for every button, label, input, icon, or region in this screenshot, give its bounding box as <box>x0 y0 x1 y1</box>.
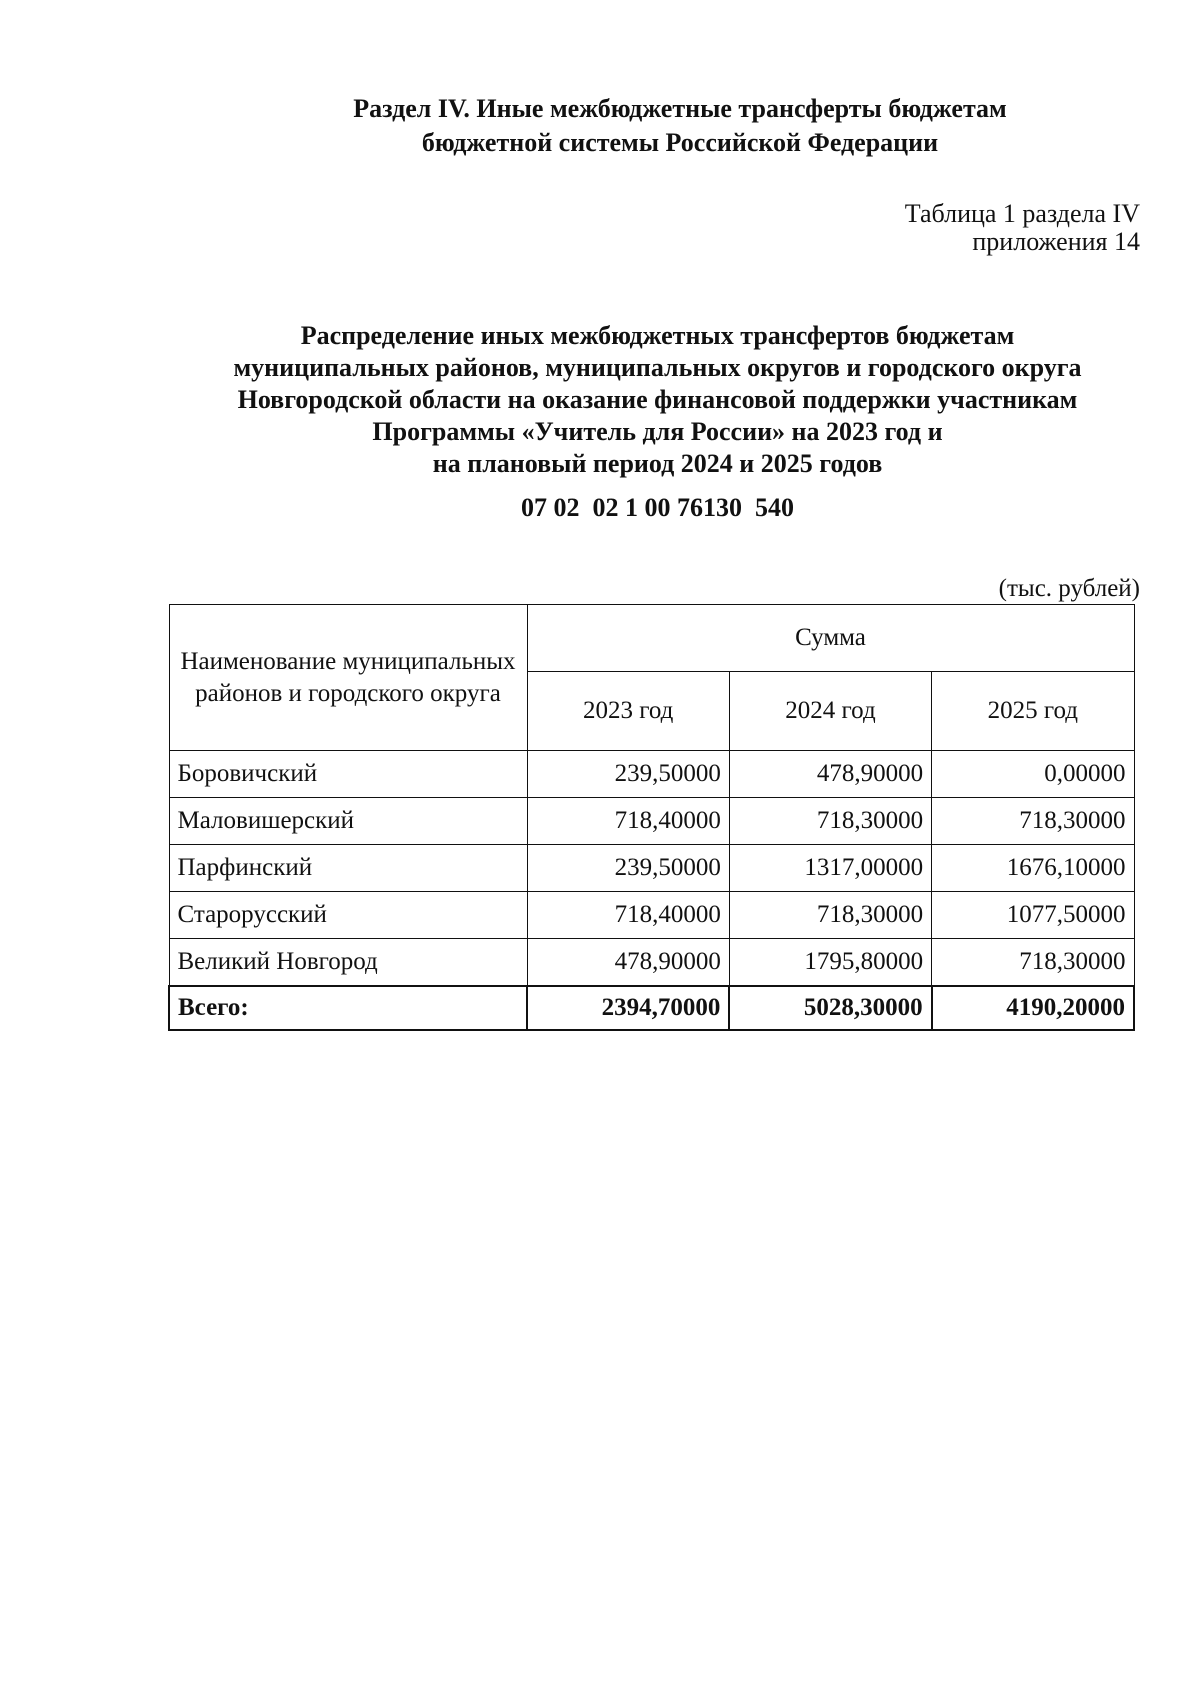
row-name: Маловишерский <box>169 798 527 845</box>
table-total-row <box>169 986 1134 1030</box>
total-value-2024: 5028,30000 <box>729 986 931 1030</box>
header-year-2023: 2023 год <box>527 672 729 751</box>
row-value-2024: 478,90000 <box>729 751 931 798</box>
section-title-line-2: бюджетной системы Российской Федерации <box>421 128 939 157</box>
table-row <box>169 845 1134 892</box>
document-title-line-2: муниципальных районов, муниципальных округов и городского округа <box>233 353 1082 382</box>
table-reference-line-2: приложения 14 <box>972 227 1140 256</box>
table-row <box>169 798 1134 845</box>
total-value-2023: 2394,70000 <box>527 986 729 1030</box>
row-value-2023: 718,40000 <box>527 892 729 939</box>
row-value-2023: 239,50000 <box>527 845 729 892</box>
table-reference-line-1: Таблица 1 раздела IV <box>904 199 1140 228</box>
total-value-2025: 4190,20000 <box>932 986 1134 1030</box>
total-label: Всего: <box>169 986 527 1030</box>
table-reference <box>905 200 1140 256</box>
row-value-2024: 1795,80000 <box>729 939 931 987</box>
header-year-2025: 2025 год <box>932 672 1134 751</box>
table-row <box>169 751 1134 798</box>
units-label: (тыс. рублей) <box>998 575 1140 602</box>
distribution-table <box>168 604 1135 1031</box>
document-title-line-1: Распределение иных межбюджетных трансфертов бюджетам <box>300 321 1015 350</box>
header-sum-column: Сумма <box>527 605 1134 672</box>
row-value-2024: 1317,00000 <box>729 845 931 892</box>
row-value-2025: 1676,10000 <box>932 845 1134 892</box>
section-title-line-1: Раздел IV. Иные межбюджетные трансферты бюджетам <box>353 94 1007 123</box>
row-value-2025: 718,30000 <box>932 798 1134 845</box>
row-value-2024: 718,30000 <box>729 892 931 939</box>
row-value-2023: 239,50000 <box>527 751 729 798</box>
table-header-row <box>169 605 1134 672</box>
header-year-2024: 2024 год <box>729 672 931 751</box>
row-name: Старорусский <box>169 892 527 939</box>
row-value-2025: 1077,50000 <box>932 892 1134 939</box>
row-value-2023: 478,90000 <box>527 939 729 987</box>
document-title-line-3: Новгородской области на оказание финансовой поддержки участникам <box>237 385 1078 414</box>
document-title-line-5: на плановый период 2024 и 2025 годов <box>432 449 883 478</box>
row-value-2025: 0,00000 <box>932 751 1134 798</box>
document-title-line-4: Программы «Учитель для России» на 2023 год и <box>372 417 943 446</box>
row-name: Великий Новгород <box>169 939 527 987</box>
row-value-2025: 718,30000 <box>932 939 1134 987</box>
row-value-2024: 718,30000 <box>729 798 931 845</box>
header-name-column: Наименование муниципальных районов и городского округа <box>169 605 527 751</box>
row-name: Парфинский <box>169 845 527 892</box>
table-row <box>169 939 1134 987</box>
budget-code: 07 02 02 1 00 76130 540 <box>521 493 794 522</box>
table-row <box>169 892 1134 939</box>
document-title <box>135 320 1180 480</box>
row-name: Боровичский <box>169 751 527 798</box>
section-title <box>180 92 1180 160</box>
row-value-2023: 718,40000 <box>527 798 729 845</box>
